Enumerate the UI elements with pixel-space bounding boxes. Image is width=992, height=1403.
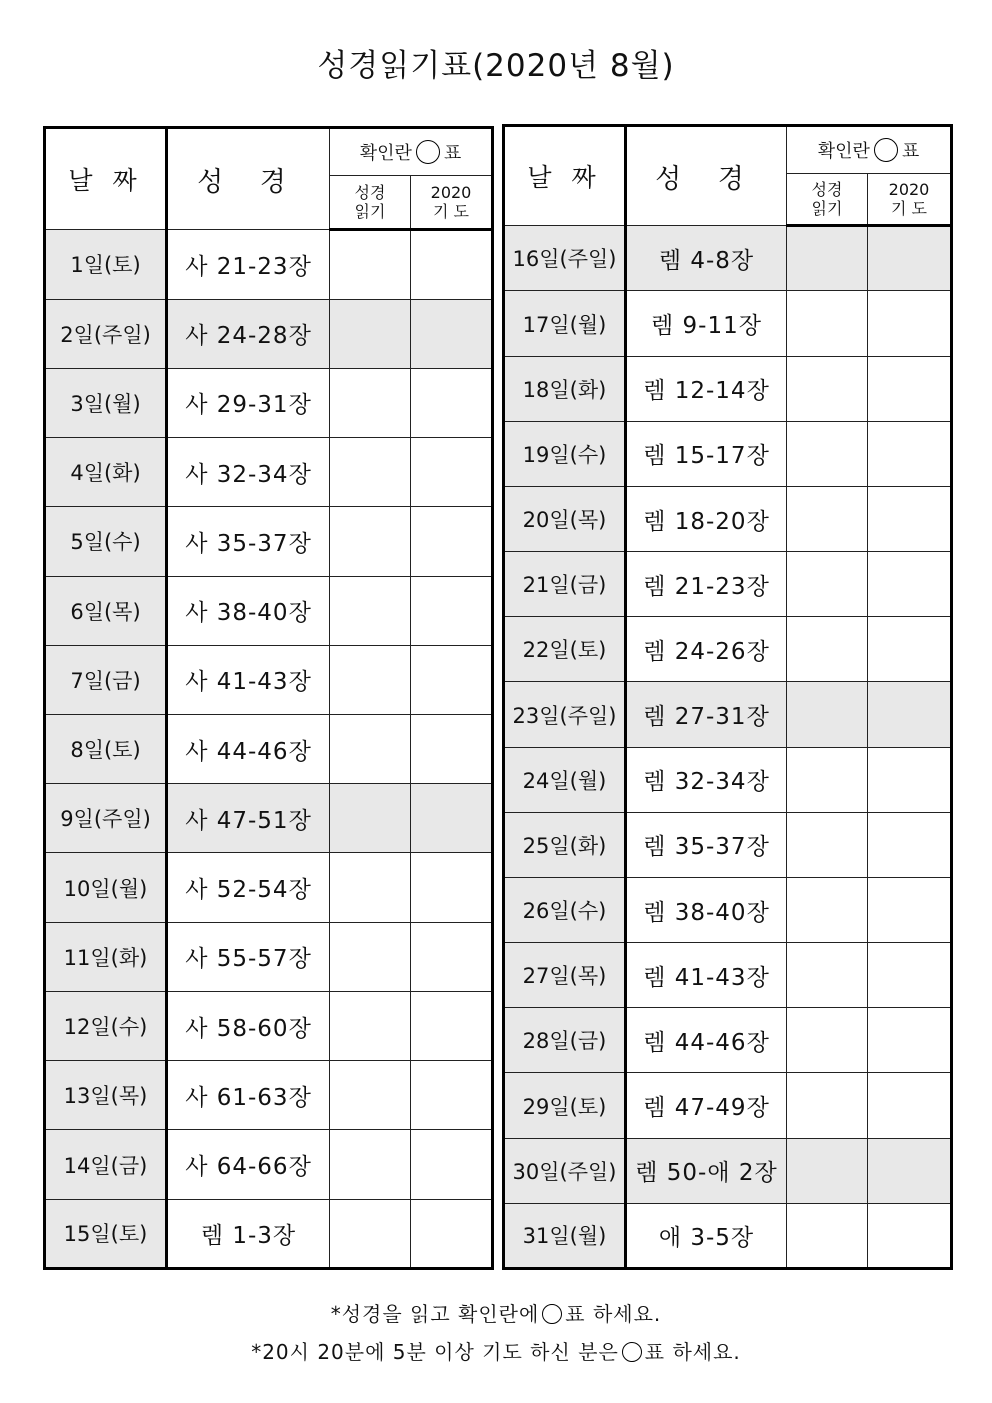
date-cell: 12일(수) [45, 991, 167, 1060]
chapters-cell: 사 41-43장 [167, 645, 330, 714]
scripture-column-header: 성 경 [167, 128, 330, 230]
reading-check-cell[interactable] [330, 784, 411, 853]
reading-check-cell[interactable] [787, 1138, 868, 1203]
reading-check-cell[interactable] [330, 438, 411, 507]
table-row [504, 1203, 952, 1268]
date-cell: 13일(목) [45, 1061, 167, 1130]
note-1-suffix: 표 하세요. [565, 1302, 662, 1326]
table-row [504, 421, 952, 486]
reading-header-line1: 성경 [354, 183, 386, 203]
reading-check-cell[interactable] [787, 812, 868, 877]
left-reading-table [43, 126, 494, 1270]
reading-check-cell[interactable] [330, 645, 411, 714]
chapters-cell: 사 35-37장 [167, 507, 330, 576]
chapters-cell: 렘 32-34장 [626, 747, 787, 812]
chapters-cell: 애 3-5장 [626, 1203, 787, 1268]
table-row [504, 226, 952, 291]
prayer-check-cell[interactable] [868, 291, 952, 356]
circle-icon [874, 138, 898, 162]
date-cell: 26일(수) [504, 877, 626, 942]
prayer-check-cell[interactable] [411, 645, 493, 714]
reading-check-cell[interactable] [787, 682, 868, 747]
date-cell: 15일(토) [45, 1199, 167, 1268]
table-row [504, 1138, 952, 1203]
date-cell: 29일(토) [504, 1073, 626, 1138]
date-cell: 14일(금) [45, 1130, 167, 1199]
note-1-text: *성경을 읽고 확인란에 [330, 1302, 540, 1326]
chapters-cell: 사 21-23장 [167, 230, 330, 299]
reading-check-cell[interactable] [330, 991, 411, 1060]
reading-check-cell[interactable] [330, 853, 411, 922]
date-column-header: 날 짜 [504, 126, 626, 226]
reading-column-header [330, 176, 411, 230]
chapters-cell: 렘 1-3장 [167, 1199, 330, 1268]
chapters-cell: 사 64-66장 [167, 1130, 330, 1199]
table-row [45, 1199, 493, 1268]
reading-check-cell[interactable] [787, 356, 868, 421]
right-reading-table [502, 124, 953, 1270]
date-cell: 1일(토) [45, 230, 167, 299]
table-row [45, 1130, 493, 1199]
table-row [504, 682, 952, 747]
reading-check-cell[interactable] [330, 507, 411, 576]
confirm-column-header [330, 128, 493, 176]
date-cell: 19일(수) [504, 421, 626, 486]
scripture-column-header: 성 경 [626, 126, 787, 226]
note-2-text: *20시 20분에 5분 이상 기도 하신 분은 [251, 1340, 619, 1364]
chapters-cell: 렘 50-애 2장 [626, 1138, 787, 1203]
table-row [504, 291, 952, 356]
prayer-header-line1: 2020 [430, 183, 472, 203]
chapters-cell: 사 24-28장 [167, 299, 330, 368]
right-table-body [504, 226, 952, 1269]
confirm-mark-label: 표 [443, 143, 462, 165]
prayer-check-cell[interactable] [868, 943, 952, 1008]
chapters-cell: 렘 44-46장 [626, 1008, 787, 1073]
date-cell: 6일(목) [45, 576, 167, 645]
table-row [504, 877, 952, 942]
note-line-2 [0, 1336, 992, 1365]
prayer-check-cell[interactable] [868, 1008, 952, 1073]
date-cell: 17일(월) [504, 291, 626, 356]
reading-check-cell[interactable] [330, 1130, 411, 1199]
date-cell: 23일(주일) [504, 682, 626, 747]
reading-check-cell[interactable] [787, 943, 868, 1008]
reading-check-cell[interactable] [787, 486, 868, 551]
date-cell: 8일(토) [45, 714, 167, 783]
left-table-body [45, 230, 493, 1269]
chapters-cell: 사 61-63장 [167, 1061, 330, 1130]
table-row [45, 714, 493, 783]
date-cell: 18일(화) [504, 356, 626, 421]
note-2-suffix: 표 하세요. [644, 1340, 741, 1364]
prayer-check-cell[interactable] [411, 507, 493, 576]
reading-check-cell[interactable] [787, 877, 868, 942]
chapters-cell: 렘 12-14장 [626, 356, 787, 421]
table-row [45, 922, 493, 991]
chapters-cell: 렘 4-8장 [626, 226, 787, 291]
reading-check-cell[interactable] [330, 1199, 411, 1268]
reading-check-cell[interactable] [787, 1008, 868, 1073]
reading-check-cell[interactable] [330, 576, 411, 645]
date-cell: 20일(목) [504, 486, 626, 551]
table-row [45, 645, 493, 714]
date-cell: 2일(주일) [45, 299, 167, 368]
confirm-label: 확인란 [817, 141, 870, 163]
chapters-cell: 렘 18-20장 [626, 486, 787, 551]
reading-check-cell[interactable] [787, 1073, 868, 1138]
table-row [504, 356, 952, 421]
reading-check-cell[interactable] [787, 617, 868, 682]
chapters-cell: 렘 47-49장 [626, 1073, 787, 1138]
confirm-mark-label: 표 [901, 141, 920, 163]
prayer-check-cell[interactable] [868, 1073, 952, 1138]
prayer-check-cell[interactable] [868, 486, 952, 551]
table-row [45, 853, 493, 922]
reading-check-cell[interactable] [330, 922, 411, 991]
date-cell: 28일(금) [504, 1008, 626, 1073]
table-row [504, 552, 952, 617]
date-cell: 11일(화) [45, 922, 167, 991]
table-row [45, 368, 493, 437]
prayer-check-cell[interactable] [868, 682, 952, 747]
prayer-check-cell[interactable] [868, 877, 952, 942]
date-cell: 5일(수) [45, 507, 167, 576]
reading-header-line2: 읽기 [354, 202, 386, 222]
table-row [45, 991, 493, 1060]
reading-check-cell[interactable] [787, 552, 868, 617]
chapters-cell: 렘 15-17장 [626, 421, 787, 486]
confirm-label: 확인란 [359, 143, 412, 165]
date-cell: 16일(주일) [504, 226, 626, 291]
circle-icon [416, 140, 440, 164]
date-cell: 21일(금) [504, 552, 626, 617]
confirm-column-header [787, 126, 952, 174]
date-cell: 25일(화) [504, 812, 626, 877]
date-cell: 10일(월) [45, 853, 167, 922]
reading-check-cell[interactable] [787, 291, 868, 356]
prayer-check-cell[interactable] [411, 438, 493, 507]
chapters-cell: 사 29-31장 [167, 368, 330, 437]
reading-check-cell[interactable] [787, 747, 868, 812]
prayer-check-cell[interactable] [411, 1130, 493, 1199]
reading-check-cell[interactable] [787, 226, 868, 291]
reading-check-cell[interactable] [787, 421, 868, 486]
note-line-1 [0, 1298, 992, 1327]
page-title: 성경읽기표(2020년 8월) [317, 48, 675, 84]
chapters-cell: 사 58-60장 [167, 991, 330, 1060]
prayer-check-cell[interactable] [868, 1203, 952, 1268]
prayer-check-cell[interactable] [411, 922, 493, 991]
prayer-check-cell[interactable] [411, 784, 493, 853]
date-cell: 24일(월) [504, 747, 626, 812]
chapters-cell: 사 52-54장 [167, 853, 330, 922]
prayer-check-cell[interactable] [868, 226, 952, 291]
date-cell: 27일(목) [504, 943, 626, 1008]
reading-header-line1: 성경 [811, 180, 843, 200]
date-column-header: 날 짜 [45, 128, 167, 230]
chapters-cell: 사 38-40장 [167, 576, 330, 645]
chapters-cell: 사 55-57장 [167, 922, 330, 991]
prayer-check-cell[interactable] [868, 812, 952, 877]
table-row [45, 438, 493, 507]
reading-check-cell[interactable] [330, 230, 411, 299]
chapters-cell: 렘 35-37장 [626, 812, 787, 877]
table-row [504, 617, 952, 682]
chapters-cell: 렘 38-40장 [626, 877, 787, 942]
prayer-header-line2: 기 도 [891, 199, 927, 219]
reading-check-cell[interactable] [330, 1061, 411, 1130]
reading-column-header [787, 174, 868, 226]
reading-check-cell[interactable] [330, 368, 411, 437]
prayer-check-cell[interactable] [411, 1061, 493, 1130]
table-row [504, 1008, 952, 1073]
circle-icon [622, 1342, 642, 1362]
date-cell: 7일(금) [45, 645, 167, 714]
table-row [504, 812, 952, 877]
prayer-check-cell[interactable] [411, 368, 493, 437]
table-row [45, 507, 493, 576]
chapters-cell: 렘 27-31장 [626, 682, 787, 747]
reading-check-cell[interactable] [787, 1203, 868, 1268]
chapters-cell: 렘 41-43장 [626, 943, 787, 1008]
prayer-column-header [868, 174, 952, 226]
date-cell: 31일(월) [504, 1203, 626, 1268]
table-row [45, 576, 493, 645]
reading-check-cell[interactable] [330, 299, 411, 368]
table-row [504, 1073, 952, 1138]
reading-check-cell[interactable] [330, 714, 411, 783]
prayer-check-cell[interactable] [411, 853, 493, 922]
table-row [45, 784, 493, 853]
date-cell: 22일(토) [504, 617, 626, 682]
date-cell: 4일(화) [45, 438, 167, 507]
reading-header-line2: 읽기 [811, 199, 843, 219]
prayer-check-cell[interactable] [411, 714, 493, 783]
table-row [504, 486, 952, 551]
chapters-cell: 렘 9-11장 [626, 291, 787, 356]
prayer-header-line2: 기 도 [433, 202, 469, 222]
prayer-check-cell[interactable] [411, 299, 493, 368]
prayer-check-cell[interactable] [411, 991, 493, 1060]
table-row [45, 299, 493, 368]
table-row [45, 230, 493, 299]
date-cell: 30일(주일) [504, 1138, 626, 1203]
prayer-column-header [411, 176, 493, 230]
table-row [504, 747, 952, 812]
prayer-check-cell[interactable] [411, 230, 493, 299]
prayer-check-cell[interactable] [868, 1138, 952, 1203]
chapters-cell: 사 44-46장 [167, 714, 330, 783]
prayer-check-cell[interactable] [411, 1199, 493, 1268]
prayer-check-cell[interactable] [868, 356, 952, 421]
chapters-cell: 사 32-34장 [167, 438, 330, 507]
chapters-cell: 렘 24-26장 [626, 617, 787, 682]
date-cell: 9일(주일) [45, 784, 167, 853]
prayer-check-cell[interactable] [411, 576, 493, 645]
prayer-check-cell[interactable] [868, 747, 952, 812]
prayer-check-cell[interactable] [868, 421, 952, 486]
chapters-cell: 사 47-51장 [167, 784, 330, 853]
prayer-header-line1: 2020 [888, 180, 930, 200]
prayer-check-cell[interactable] [868, 552, 952, 617]
table-row [45, 1061, 493, 1130]
table-row [504, 943, 952, 1008]
date-cell: 3일(월) [45, 368, 167, 437]
chapters-cell: 렘 21-23장 [626, 552, 787, 617]
prayer-check-cell[interactable] [868, 617, 952, 682]
circle-icon [542, 1304, 562, 1324]
